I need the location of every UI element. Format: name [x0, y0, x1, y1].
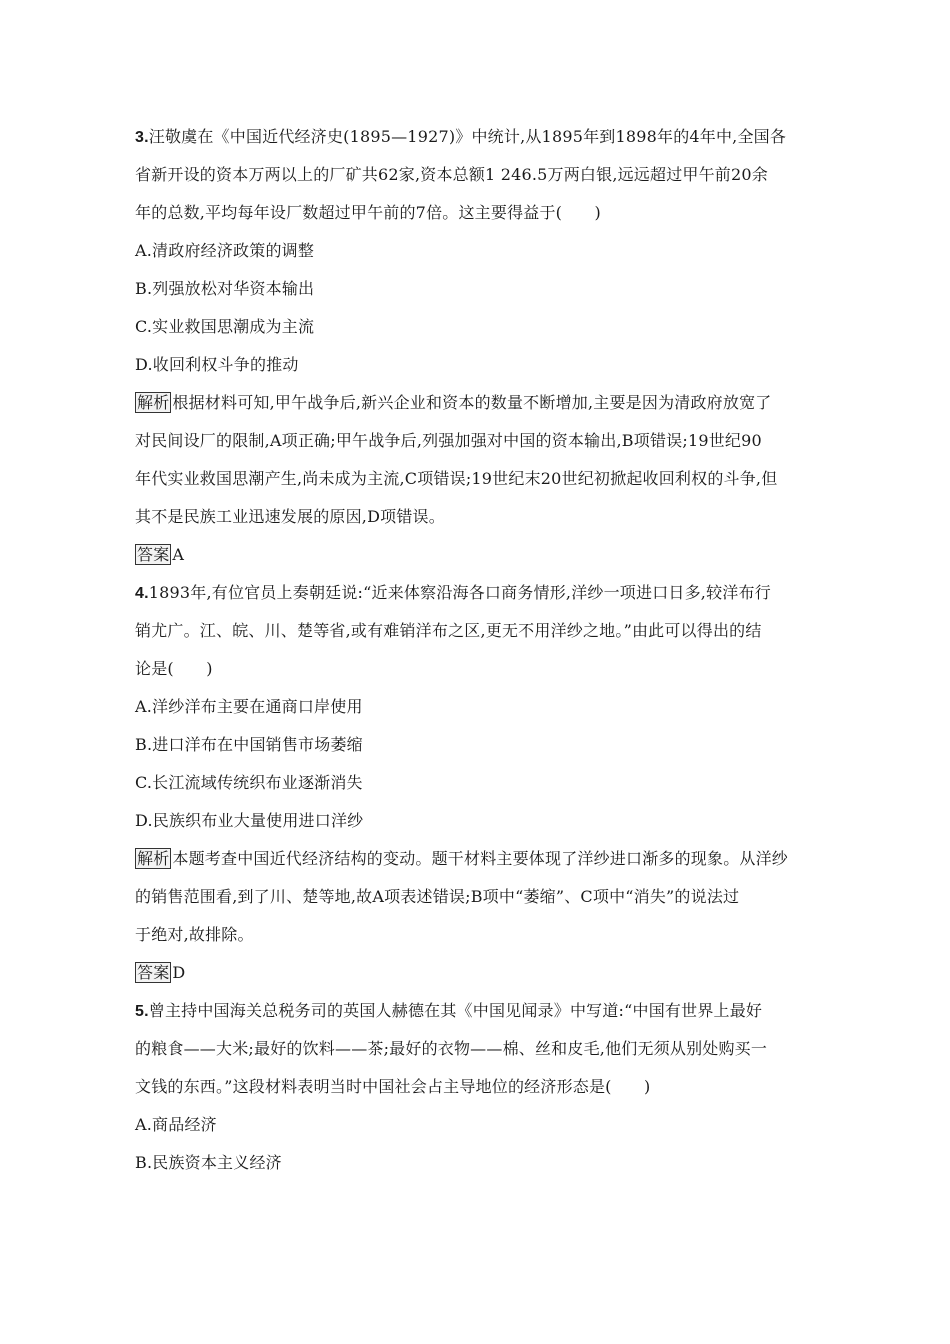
question-number: 4. — [135, 585, 149, 602]
question-3 — [135, 118, 815, 574]
option-a: A.商品经济 — [135, 1115, 217, 1134]
question-stem-line: 4.1893年,有位官员上奏朝廷说:“近来体察沿海各口商务情形,洋纱一项进口日多,较洋布行 — [135, 583, 771, 602]
document-page — [135, 118, 815, 1182]
analysis-label: 解析 — [137, 393, 170, 412]
question-number: 3. — [135, 129, 149, 146]
analysis-line: 的销售范围看,到了川、楚等地,故A项表述错误;B项中“萎缩”、C项中“消失”的说法过 — [135, 887, 740, 906]
option-c: C.实业救国思潮成为主流 — [135, 317, 315, 336]
question-number: 5. — [135, 1003, 149, 1020]
option-a: A.洋纱洋布主要在通商口岸使用 — [135, 697, 363, 716]
analysis-line: 其不是民族工业迅速发展的原因,D项错误。 — [135, 507, 445, 526]
answer-value: D — [172, 963, 186, 982]
question-stem-line: 5.曾主持中国海关总税务司的英国人赫德在其《中国见闻录》中写道:“中国有世界上最好 — [135, 1001, 763, 1020]
question-stem-line: 省新开设的资本万两以上的厂矿共62家,资本总额1 246.5万两白银,远远超过甲午前20余 — [135, 165, 768, 184]
question-5 — [135, 992, 815, 1182]
answer-value: A — [172, 545, 185, 564]
analysis-label: 解析 — [137, 849, 170, 868]
question-stem-line: 文钱的东西。”这段材料表明当时中国社会占主导地位的经济形态是( ) — [135, 1077, 651, 1096]
analysis-line: 解析 本题考查中国近代经济结构的变动。题干材料主要体现了洋纱进口渐多的现象。从洋纱 — [137, 849, 789, 868]
question-stem-line: 年的总数,平均每年设厂数超过甲午前的7倍。这主要得益于( ) — [135, 203, 601, 222]
option-d: D.民族织布业大量使用进口洋纱 — [135, 811, 364, 830]
answer-label: 答案 — [137, 545, 170, 564]
question-4 — [135, 574, 815, 992]
analysis-line: 于绝对,故排除。 — [135, 925, 254, 944]
answer-line — [135, 536, 815, 574]
option-a: A.清政府经济政策的调整 — [135, 241, 315, 260]
answer-line — [135, 954, 815, 992]
question-stem-line: 销尤广。江、皖、川、楚等省,或有难销洋布之区,更无不用洋纱之地。”由此可以得出的结 — [135, 621, 762, 640]
question-stem-line: 的粮食——大米;最好的饮料——茶;最好的衣物——棉、丝和皮毛,他们无须从别处购买一 — [135, 1039, 768, 1058]
analysis-line: 对民间设厂的限制,A项正确;甲午战争后,列强加强对中国的资本输出,B项错误;19世纪90 — [135, 431, 762, 450]
option-b: B.列强放松对华资本输出 — [135, 279, 315, 298]
question-stem-line: 3.汪敬虞在《中国近代经济史(1895—1927)》中统计,从1895年到1898年的4年中,全国各 — [135, 127, 787, 146]
option-c: C.长江流域传统织布业逐渐消失 — [135, 773, 363, 792]
option-b: B.民族资本主义经济 — [135, 1153, 282, 1172]
analysis-line: 年代实业救国思潮产生,尚未成为主流,C项错误;19世纪末20世纪初掀起收回利权的斗争,但 — [135, 469, 778, 488]
question-stem-line: 论是( ) — [135, 659, 213, 678]
analysis-line: 解析 根据材料可知,甲午战争后,新兴企业和资本的数量不断增加,主要是因为清政府放宽了 — [137, 393, 772, 412]
option-d: D.收回利权斗争的推动 — [135, 355, 299, 374]
option-b: B.进口洋布在中国销售市场萎缩 — [135, 735, 363, 754]
answer-label: 答案 — [137, 963, 170, 982]
